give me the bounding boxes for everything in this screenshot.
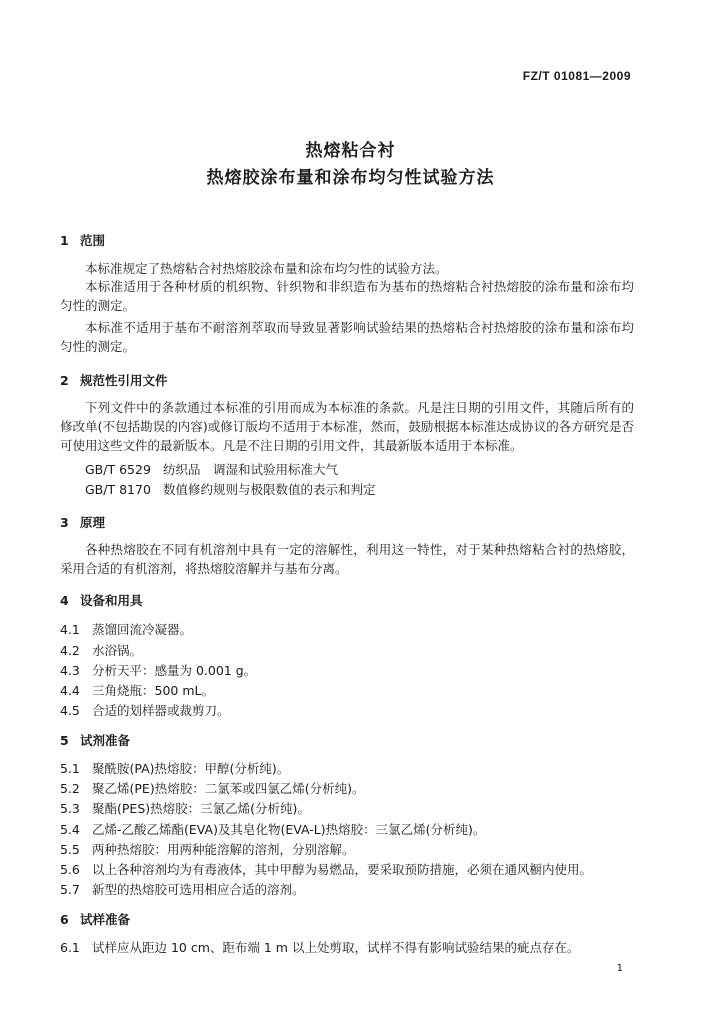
section-heading-scope [60,231,105,249]
section-number: 1 [60,233,69,248]
item-text: 聚乙烯(PE)热熔胶：二氯苯或四氯乙烯(分析纯)。 [92,781,365,796]
reference-title: 数值修约规则与极限数值的表示和判定 [163,482,376,497]
section-title: 试样准备 [80,912,131,927]
item-number: 4.4 [60,683,80,698]
item-text: 分析天平：感量为 0.001 g。 [92,663,257,678]
list-item [60,820,485,838]
item-number: 4.2 [60,643,80,658]
section-heading-apparatus [60,591,143,609]
section-number: 2 [60,373,69,388]
paragraph: 各种热熔胶在不同有机溶剂中具有一定的溶解性，利用这一特性，对于某种热熔粘合衬的热熔胶，采用合适的有机溶剂，将热熔胶溶解并与基布分离。 [60,542,634,576]
item-text: 以上各种溶剂均为有毒液体，其中甲醇为易燃品，要采取预防措施，必须在通风橱内使用。 [92,862,593,877]
reference-title: 纺织品 调湿和试验用标准大气 [163,462,339,477]
section-title: 原理 [80,515,106,530]
item-text: 三角烧瓶：500 mL。 [92,683,214,698]
paragraph: 本标准适用于各种材质的机织物、针织物和非织造布为基布的热熔粘合衬热熔胶的涂布量和涂布均匀性的测定。 [60,279,634,313]
item-text: 两种热熔胶：用两种能溶解的溶剂，分别溶解。 [92,842,355,857]
list-item [60,701,230,719]
reference-item [85,480,376,498]
item-number: 4.3 [60,663,80,678]
list-item [60,759,289,777]
page-number: 1 [616,963,623,974]
item-number: 5.5 [60,842,80,857]
item-text: 聚酯(PES)热熔胶：三氯乙烯(分析纯)。 [92,801,310,816]
item-number: 5.1 [60,761,80,776]
reference-code: GB/T 6529 [85,462,151,477]
item-number: 4.5 [60,703,80,718]
item-text: 新型的热熔胶可选用相应合适的溶剂。 [92,882,305,897]
item-text: 蒸馏回流冷凝器。 [92,622,193,637]
section-title: 设备和用具 [80,593,143,608]
list-item [60,840,355,858]
item-text: 乙烯-乙酸乙烯酯(EVA)及其皂化物(EVA-L)热熔胶：三氯乙烯(分析纯)。 [92,822,486,837]
document-title-line2: 热熔胶涂布量和涂布均匀性试验方法 [206,168,495,188]
document-title-line1: 热熔粘合衬 [305,141,396,161]
item-number: 5.4 [60,822,80,837]
list-item [60,620,192,638]
list-item [60,681,214,699]
list-item [60,860,592,878]
paragraph: 本标准不适用于基布不耐溶剂萃取而导致显著影响试验结果的热熔粘合衬热熔胶的涂布量和涂布均匀性的测定。 [60,320,634,354]
section-title: 试剂准备 [80,733,131,748]
paragraph: 本标准规定了热熔粘合衬热熔胶涂布量和涂布均匀性的试验方法。 [85,261,448,276]
list-item [60,880,305,898]
section-heading-normative-references [60,371,168,389]
item-number: 5.7 [60,882,80,897]
item-number: 5.3 [60,801,80,816]
section-title: 规范性引用文件 [80,373,168,388]
section-heading-reagents [60,731,130,749]
section-heading-principle [60,513,105,531]
section-number: 5 [60,733,69,748]
standard-code: FZ/T 01081—2009 [522,69,631,83]
section-heading-specimen-preparation [60,910,130,928]
item-text: 合适的划样器或裁剪刀。 [92,703,230,718]
item-text: 试样应从距边 10 cm、距布端 1 m 以上处剪取，试样不得有影响试验结果的疵点存在。 [92,940,580,955]
list-item [60,799,310,817]
reference-item [85,460,338,478]
section-number: 4 [60,593,69,608]
item-number: 5.6 [60,862,80,877]
section-title: 范围 [80,233,106,248]
item-number: 6.1 [60,940,80,955]
reference-code: GB/T 8170 [85,482,151,497]
item-text: 聚酰胺(PA)热熔胶：甲醇(分析纯)。 [92,761,290,776]
item-text: 水浴锅。 [92,643,143,658]
list-item [60,661,256,679]
list-item [60,938,579,956]
list-item [60,641,142,659]
item-number: 4.1 [60,622,80,637]
paragraph: 下列文件中的条款通过本标准的引用而成为本标准的条款。凡是注日期的引用文件，其随后所有的修改单(不包括勘误的内容)或修订版均不适用于本标准，然而，鼓励根据本标准达成协议的各方研究是否可使用这些文件的最新版本。凡是不注日期的引用文件，其最新版本适用于本标准。 [60,400,634,453]
section-number: 3 [60,515,69,530]
item-number: 5.2 [60,781,80,796]
section-number: 6 [60,912,69,927]
list-item [60,779,364,797]
